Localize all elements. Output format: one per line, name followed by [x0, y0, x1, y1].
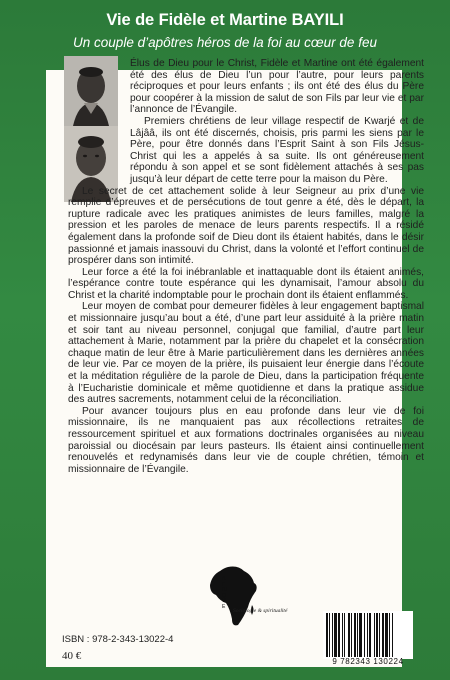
barcode-bar: [367, 613, 368, 657]
paragraph: Premiers chrétiens de leur village respectif de Kwarjé et de Lâjââ, ils ont été discernés, choisis, pris parmi les siens par le Père, pour être donnés dans l’Esprit Saint à son Fils Jésus-Christ qui les a appelés à sa suite. Ils ont généreusement répondu à son appel et se sont fidèlement attachés à ses pas jusqu’à leur départ de cette terre pour la maison du Père.: [130, 115, 424, 185]
barcode-bar: [354, 613, 356, 657]
barcode: [323, 611, 413, 659]
barcode-bar: [348, 613, 350, 657]
barcode-bar: [364, 613, 365, 657]
barcode-bar: [334, 613, 337, 657]
barcode-bar: [379, 613, 380, 657]
africa-logo-icon: [202, 565, 262, 629]
paragraph: Pour avancer toujours plus en eau profonde dans leur vie de foi missionnaire, ils ne manquaient pas aux récollections retraites de ressourcement spirituel et aux formations doctrinales organisées au niveau paroissial ou diocésain par leurs pasteurs. Ils étaient ainsi continuellement renouvelés et redynamisés dans leur vie de couple chrétien, témoin et missionnaire de l’Évangile.: [68, 405, 424, 475]
isbn: ISBN : 978-2-343-13022-4: [62, 634, 174, 645]
barcode-bar: [385, 613, 388, 657]
paragraph: Le secret de cet attachement solide à leur Seigneur au prix d’une vie remplie d’épreuves et de persécutions de tout genre a été, dès le départ, la rupture radicale avec les pratiques animistes de leurs familles, malgré la pression et les paroles de menace de leurs parents respectifs. Il a résidé également dans la profonde soif de Dieu dont ils étaient habités, dans le désir passionné et jamais inassouvi du Christ, dans la volonté et l’effort continuel de prospérer dans son intimité.: [68, 185, 424, 267]
collection-name: Sociologie & spiritualité: [233, 608, 288, 614]
barcode-bar: [382, 613, 384, 657]
barcode-bar: [329, 613, 330, 657]
barcode-bar: [374, 613, 375, 657]
barcode-bar: [342, 613, 343, 657]
barcode-bar: [326, 613, 328, 657]
paragraph: Leur force a été la foi inébranlable et inattaquable dont ils étaient animés, l’espérance contre toute espérance qui les dynamisait, l’amour absolu du Christ et la charité indomptable pour le prochain dont ils étaient enflammés.: [68, 266, 424, 301]
book-title: Vie de Fidèle et Martine BAYILI: [106, 11, 344, 29]
barcode-bar: [344, 613, 345, 657]
barcode-bar: [357, 613, 358, 657]
barcode-bar: [376, 613, 378, 657]
barcode-bar: [351, 613, 352, 657]
barcode-bar: [338, 613, 340, 657]
paragraph: Leur moyen de combat pour demeurer fidèles à leur engagement baptismal et missionnaire jusqu’au bout a été, d’une part leur assiduité à la prière matin et soir tant au niveau personnel, conjugal que familial, d’autre part leur attachement à Marie, notamment par la prière du chapelet et la consécration chaque matin de leur être à Marie particulièrement dans les dernières années de leur vie. Par ce moyen de la prière, ils puisaient leur énergie dans l’écoute et la méditation régulière de la parole de Dieu, dans la participation fréquente à l’Eucharistie dominicale et même quotidienne et dans la pratique assidue des autres sacrements, notamment celui de la réconciliation.: [68, 301, 424, 406]
logo-letters: AFRIQUE: [222, 576, 227, 610]
barcode-bar: [389, 613, 390, 657]
book-subtitle: Un couple d’apôtres héros de la foi au cœur de feu: [73, 35, 377, 50]
barcode-bar: [392, 613, 393, 657]
barcode-bar: [359, 613, 362, 657]
barcode-bar: [369, 613, 371, 657]
back-cover-text: [68, 58, 424, 475]
paragraph: Élus de Dieu pour le Christ, Fidèle et Martine ont été également été des élus de Dieu l’un pour l’autre, pour leurs parents réciproques et pour leurs enfants ; ils ont été des élus du Père pour coopérer à la mission de salut de son Fils par leur vie et par l’annonce de l’Évangile.: [130, 58, 424, 116]
barcode-number: 9 782343 130224: [332, 657, 404, 666]
barcode-bar: [332, 613, 333, 657]
price: 40 €: [62, 650, 82, 662]
